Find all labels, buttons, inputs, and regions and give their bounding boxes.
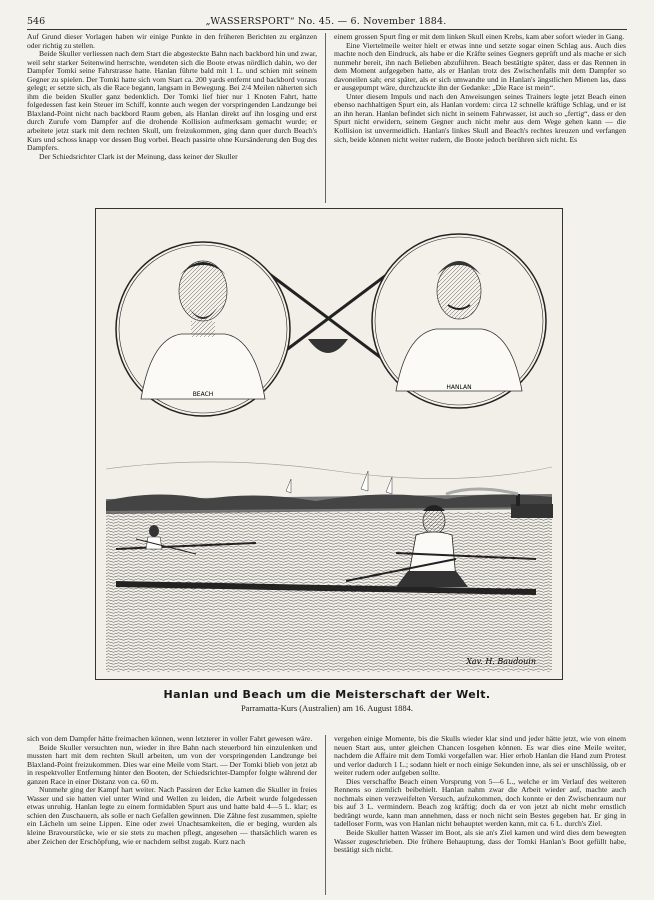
paragraph: Der Schiedsrichter Clark ist der Meinung, dass keiner der Skuller — [39, 151, 238, 161]
portrait-left-label: BEACH — [192, 391, 214, 398]
paragraph: Dies verschaffte Beach einen Vorsprung von 5—6 L., welche er im Verlauf des weiteren Rennens so ziemlich beibehielt. Hanlan nahm zwar die Arbeit wieder auf, machte auch nochmals einen verzweifelten Versuch, aufzukommen, doch konnte er den Zwischenraum nur bis auf 3 L. vermindern. Beach zog kräftig; doch da er von jetzt ab nicht mehr ernstlich bedrängt wurde, kann man annehmen, dass er noch nicht sein Bestes gegeben hat. Er ging in tadelloser Form, was von Hanlan nicht behauptet werden kann, mit ca. 6 L. durch's Ziel. — [334, 776, 626, 829]
engraving-svg — [96, 209, 562, 679]
running-title: „WASSERSPORT“ No. 45. — 6. November 1884. — [205, 15, 447, 27]
bottom-right-column — [334, 735, 626, 895]
caption-subtitle: Parramatta-Kurs (Australien) am 16. August 1884. — [240, 703, 414, 713]
top-right-column — [334, 33, 626, 203]
paragraph: sich von dem Dampfer hätte freimachen können, wenn letzterer in voller Fahrt gewesen wäre. — [27, 735, 313, 743]
paragraph: Beide Skuller verliessen nach dem Start die abgesteckte Bahn nach backbord hin und zwar, weil sehr starker Seitenwind herrschte, wendeten sich die Boote etwas nördlich dahin, wo der Dampfer Tomki seine Fahrstrasse hatte. Hanlan führte bald mit 1 L. und schien mit seinem Gegner zu spielen. Der Tomki hatte sich vom Start ca. 200 yards entfernt und backbord voraus gelegt; er setzte sich, als die Race begann, langsam in Bewegung. Bei 2/4 Meilen näherten sich ihm die beiden Skuller ganz bedenklich. Der Tomki lief hier nur 1 Knoten Fahrt, hatte folgedessen fast kein Steuer im Schiff, konnte auch wegen der vorspringenden Landzunge bei Blaxland-Point nicht nach backbord Raum geben, als Hanlan direkt auf ihn losging und erst durch Zurufe vom Dampfer auf die drohende Kollision aufmerksam gemacht wurde; er arbeitete jetzt stark mit dem rechten Skull, um freizukommen, ging dann quer durch Beach's Kurs und schoss knapp vor dessen Bug vorbei. Beach passirte ohne Kursänderung den Bug des Dampfers. — [27, 49, 317, 153]
paragraph: vergehen einige Momente, bis die Skulls wieder klar sind und jeder hätte jetzt, wie von einem neuen Start aus, unter gleichen Chancen losgehen können. Es war dies eine Meile weiter, nachdem die Affaire mit dem Tomki vorgefallen war. Hier erhob Hanlan die Hand zum Protest und verlor dadurch 1 L.; sodann hielt er noch einige Sekunden inne, als sei er unschlüssig, ob er weiter rudern oder aufgeben sollte. — [334, 735, 626, 778]
header-rule — [27, 29, 627, 30]
bottom-left-column — [27, 735, 317, 895]
paragraph: Nunmehr ging der Kampf hart weiter. Nach Passiren der Ecke kamen die Skuller in freies Wasser und sie hatten viel unter Wind und Wellen zu leiden, die Arbeit wurde folgedessen etwas unruhig. Hanlan legte zu einem formidablen Spurt aus und hatte bald 4—5 L. klar; es schien den Zuschauern, als solle er nach Gefallen gewinnen. Die Zähne fest zusammen, spielte ein Lächeln um seine Lippen. Eine oder zwei Unachtsamkeiten, die er beging, wurden als kleine Bravourstücke, wie er sie stets zu machen pflegt, angesehen — thatsächlich waren es aber Zeichen der Erschöpfung, wie er nachdem selbst zugab. Kurz nach — [27, 785, 317, 846]
race-illustration — [95, 208, 563, 680]
landscape — [106, 462, 553, 672]
column-divider — [325, 735, 326, 895]
portrait-hanlan — [372, 234, 546, 408]
portrait-beach — [116, 242, 290, 416]
paragraph: Unter diesem Impuls und nach den Anweisungen seines Trainers legte jetzt Beach einen ebenso nachhaltigen Spurt ein, als Hanlan vordem: circa 12 schnelle kräftige Schlag, und er ist an ihn heran. Hanlan befindet sich nicht in seinem Fahrwasser, ist auch so „fertig“, dass er den Spurt nicht erwidern, seinem Gegner auch nicht mehr aus dem Wege gehen kann — die Kollision ist unvermeidlich. Hanlan's linkes Skull and Beach's rechtes kreuzen und verfangen sich, beide können nicht weiter rudern, die Boote jedoch berühren sich nicht. Es — [334, 91, 626, 144]
portrait-right-label: HANLAN — [446, 384, 472, 391]
artist-signature: Xav. H. Baudouin — [466, 657, 536, 666]
top-left-column — [27, 33, 317, 203]
paragraph: Auf Grund dieser Vorlagen haben wir einige Punkte in den früheren Berichten zu ergänzen oder richtig zu stellen. — [27, 33, 317, 50]
column-divider — [325, 33, 326, 203]
paragraph: einem grossen Spurt fing er mit dem linken Skull einen Krebs, kam aber sofort wieder in Gang. — [334, 33, 625, 41]
paragraph: Beide Skuller hatten Wasser im Boot, als sie an's Ziel kamen und wird dies dem bewegten Wasser zugeschrieben. Die frühere Behauptung, dass der Tomki Hanlan's Boot gefüllt habe, bestätigt sich nicht. — [334, 828, 626, 855]
page-header — [27, 14, 627, 28]
paragraph: Beide Skuller versuchten nun, wieder in ihre Bahn nach steuerbord hin einzulenken und mussten hart mit dem rechten Skull arbeiten, um von der vorspringenden Landzunge bei Blaxland-Point freizukommen. Dies war eine Meile vom Start. — Der Tomki blieb von jetzt ab in respektvoller Entfernung hinter den Booten, der Schiedsrichter-Dampfer folgte während der ganzen Race in einer Distanz von ca. 60 m. — [27, 742, 317, 786]
caption-title: Hanlan und Beach um die Meisterschaft der Welt. — [163, 688, 491, 701]
paragraph: Eine Viertelmeile weiter hielt er etwas inne und setzte sogar einen Schlag aus. Auch dies machte noch den Eindruck, als habe er die Kräfte seines Gegners geprüft und als mache er sich nunmehr bereit, ihn nach Belieben abzuführen. Beach bestätigte später, dass er das Rennen in dem Moment aufgegeben hatte, als er Hanlan trotz des Zwischenfalls mit dem Dampfer so davoneilen sah; erst später, als er sich umwandte und in Hanlan's ängstlichen Mienen las, dass er ausgepumpt wäre, durchzuckte ihn der Gedanke: „Die Race ist mein“. — [334, 40, 626, 93]
page-number: 546 — [27, 15, 46, 27]
